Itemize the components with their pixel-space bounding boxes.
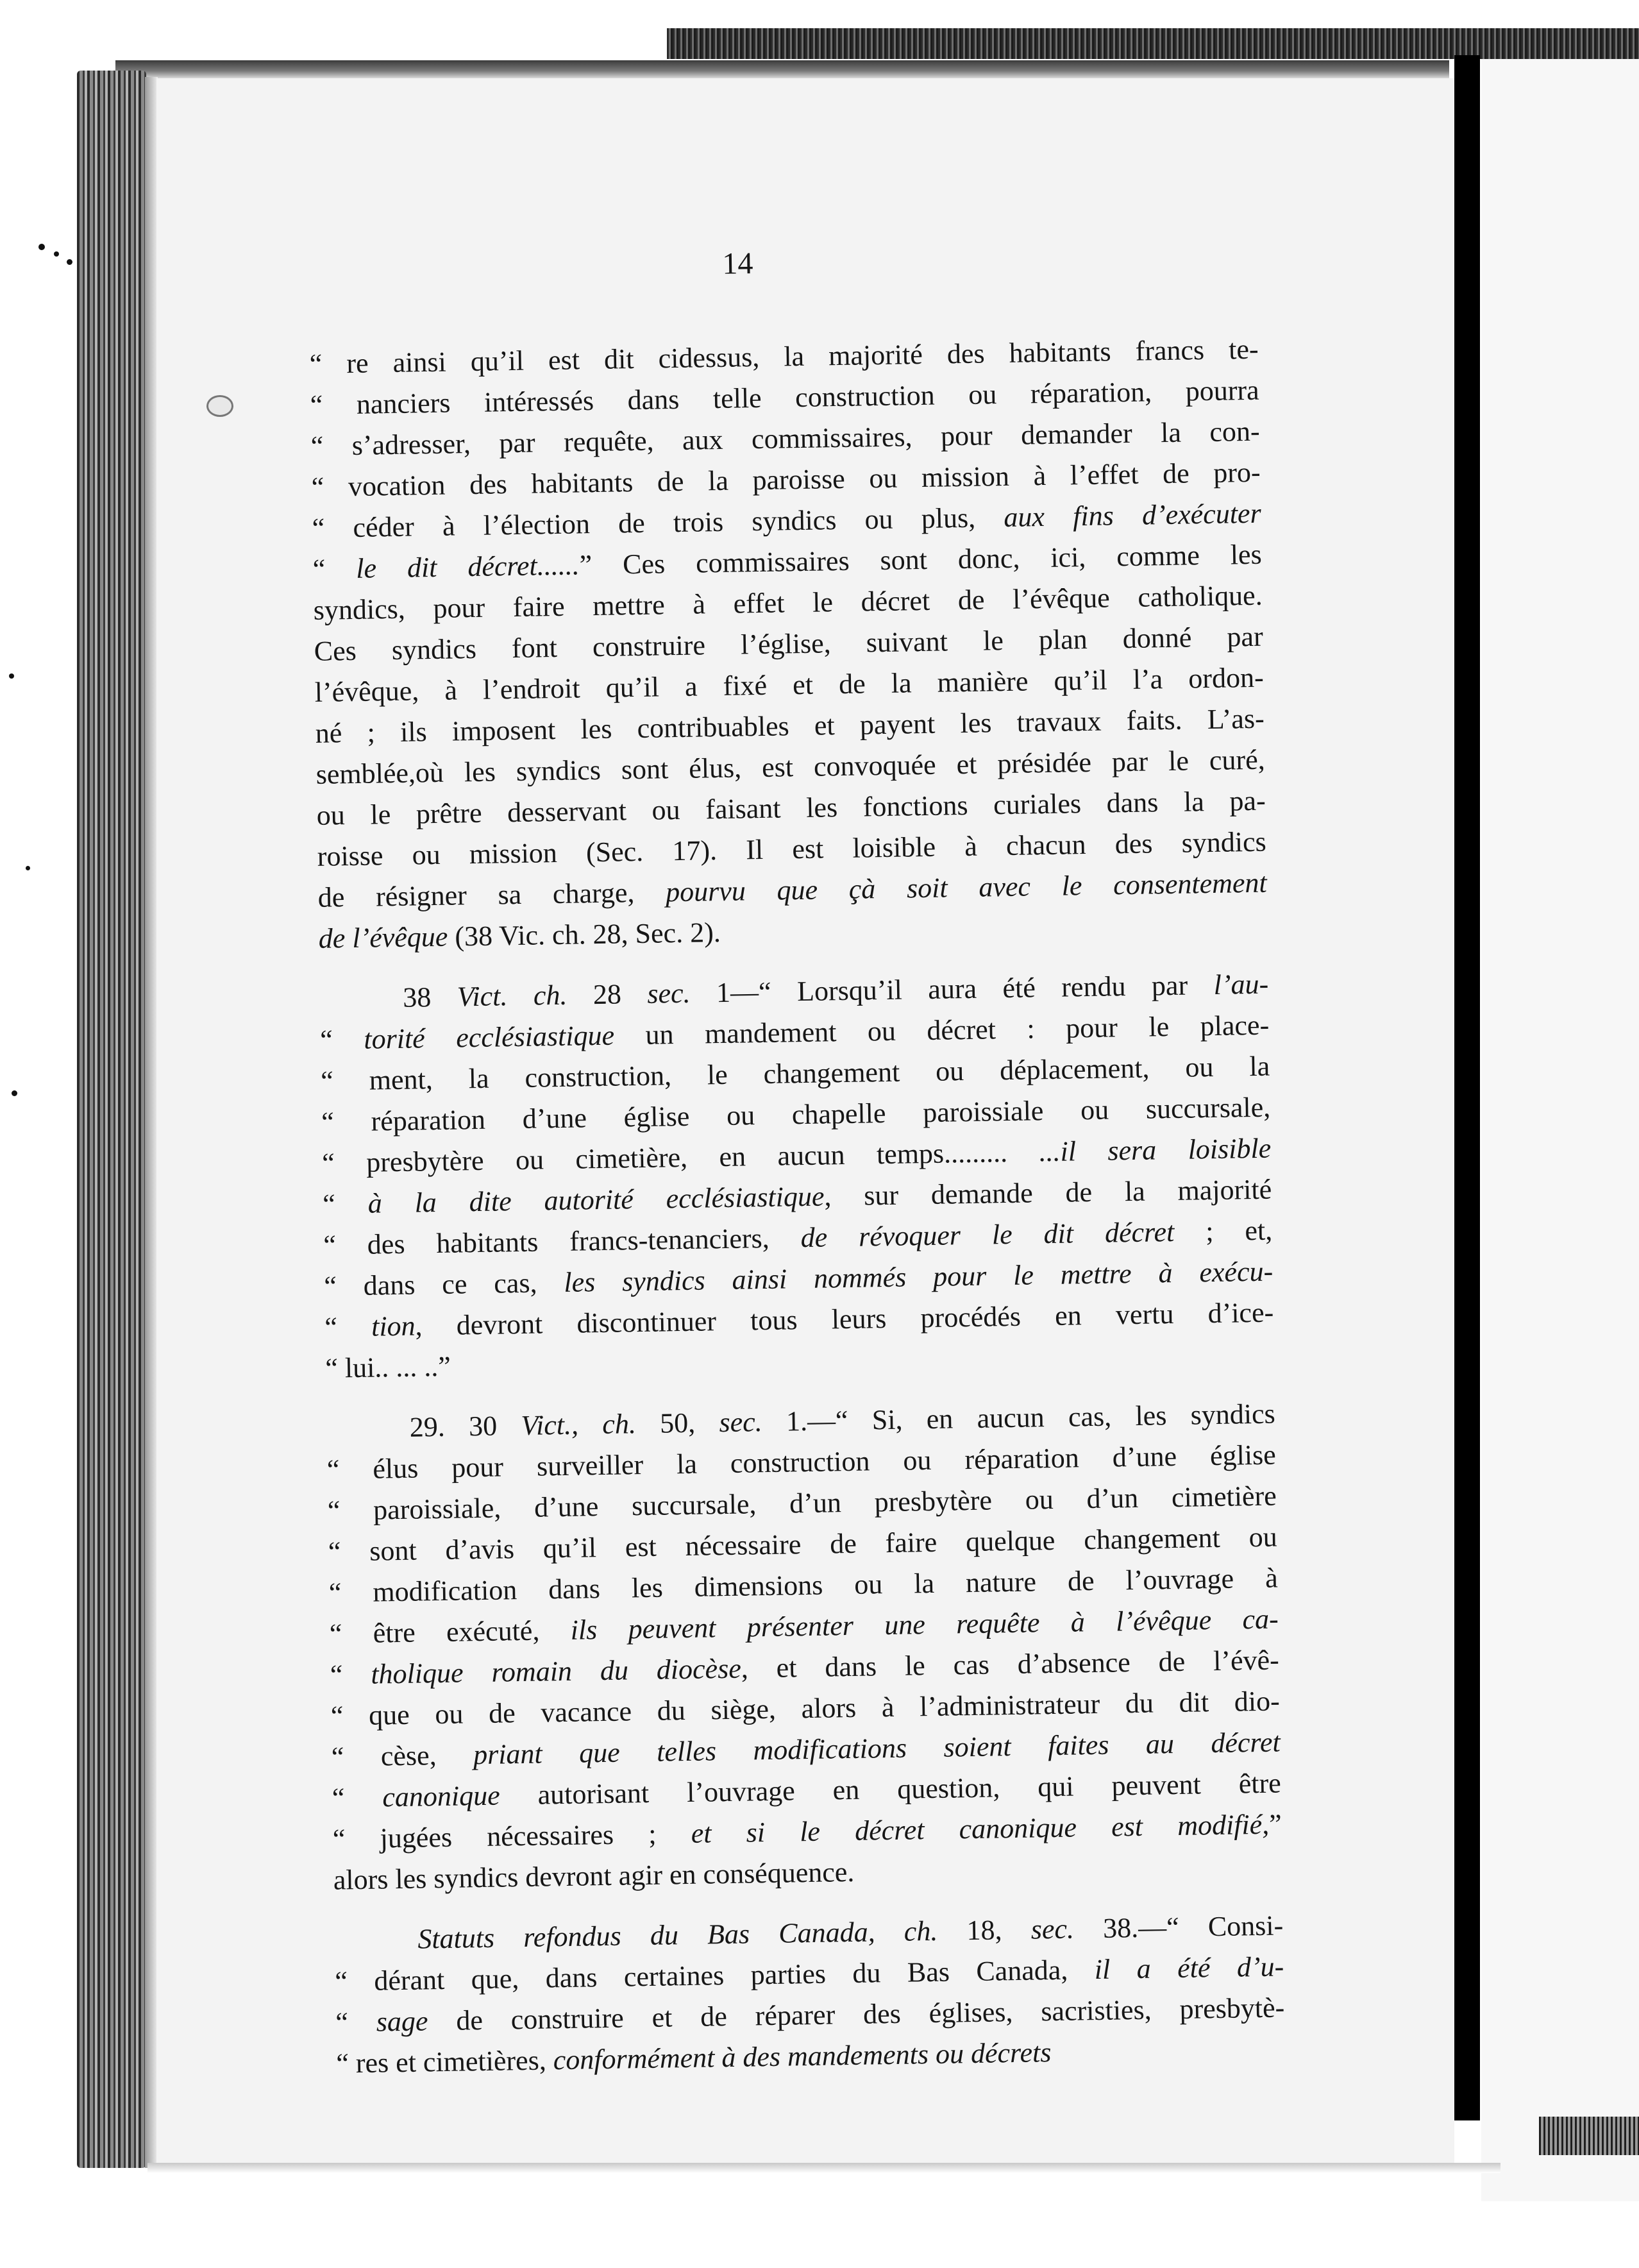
text-run: 28 [567, 977, 648, 1011]
text-run: ou le prêtre desservant ou faisant les fonctions curiales dans la pa- [316, 784, 1266, 831]
italic-text: Vict. ch. [457, 979, 567, 1013]
text-block [308, 237, 1286, 2085]
italic-text: Statuts refondus du Bas Canada, ch. [417, 1915, 938, 1955]
text-run: , devront discontinuer tous leurs procédés en vertu d’ice- [415, 1296, 1274, 1342]
text-run: Ces syndics font construire l’église, suivant le plan donné par [314, 620, 1263, 667]
text-run: de résigner sa charge, [317, 876, 666, 913]
text-run: “ jugées nécessaires ; [332, 1817, 692, 1855]
italic-text: torité ecclésiastique [364, 1019, 615, 1055]
text-run: autorisant l’ouvrage en question, qui peuvent être [500, 1767, 1282, 1811]
dust-speck [12, 1090, 17, 1096]
italic-text: sec. [719, 1406, 763, 1439]
paragraphs [309, 329, 1285, 2085]
italic-text: tholique romain du diocèse [370, 1652, 742, 1690]
text-run: roisse ou mission (Sec. 17). Il est loisible à chacun des syndics [317, 825, 1267, 872]
italic-text: sec. [1030, 1913, 1075, 1945]
text-run: ” [1268, 1808, 1282, 1840]
text-run: ” Ces commissaires sont donc, ici, comme les [579, 538, 1263, 581]
italic-text: à la dite autorité ecclésiastique [367, 1180, 825, 1219]
text-run: 29. 30 [409, 1410, 521, 1443]
text-run: un mandement ou décret : pour le place- [614, 1009, 1270, 1051]
text-run: né ; ils imposent les contribuables et payent les travaux faits. L’as- [315, 702, 1265, 749]
text-run: “ presbytère ou cimetière, en aucun temps......... [321, 1136, 1039, 1179]
italic-text: l’au- [1213, 968, 1269, 1001]
text-run: “ res et cimetières, [335, 2044, 554, 2079]
text-run: “ vocation des habitants de la paroisse ou mission à l’effet de pro- [311, 456, 1261, 503]
italic-text: pourvu que çà soit avec le consentement [665, 867, 1268, 908]
dust-speck [67, 259, 72, 265]
text-run: “ [319, 1023, 364, 1056]
text-run: ; et, [1173, 1214, 1273, 1248]
paper-hole-mark [206, 395, 233, 417]
italic-text: sage [376, 2005, 428, 2038]
text-run: 38.—“ Consi- [1073, 1909, 1284, 1945]
text-run: 50, [635, 1407, 719, 1440]
text-run: “ [330, 1658, 371, 1691]
dust-speck [26, 866, 30, 870]
text-run: “ réparation d’une église ou chapelle paroissiale ou succursale, [321, 1091, 1271, 1138]
text-run: “ re ainsi qu’il est dit cidessus, la majorité des habitants francs te- [309, 333, 1259, 380]
text-run: 18, [937, 1913, 1032, 1947]
text-run: 38 [402, 981, 458, 1013]
text-run: syndics, pour faire mettre à effet le décret de l’évêque catholique. [313, 579, 1263, 626]
italic-text: les syndics ainsi nommés pour le mettre à exécu- [563, 1255, 1273, 1298]
text-run: “ [312, 552, 357, 585]
text-run: “ modification dans les dimensions ou la nature de l’ouvrage à [328, 1562, 1279, 1609]
text-run: “ des habitants francs-tenanciers, [323, 1222, 802, 1261]
paragraph [334, 1905, 1286, 2084]
italic-text: il a été d’u- [1094, 1951, 1284, 1986]
italic-text: aux fins d’exécuter [1004, 497, 1261, 533]
text-run: “ s’adresser, par requête, aux commissaires, pour demander la con- [310, 415, 1260, 462]
italic-text: ils peuvent présenter une requête à l’évêque ca- [570, 1603, 1279, 1646]
bottom-page-edge [147, 2163, 1500, 2173]
text-run: “ cèse, [331, 1739, 474, 1773]
left-page-shadow [145, 77, 158, 2168]
adjacent-page [1481, 59, 1639, 2201]
text-run: “ [335, 2006, 377, 2038]
text-run: (38 Vic. ch. 28, Sec. 2). [447, 917, 721, 952]
paragraph [309, 329, 1268, 960]
italic-text: canonique [382, 1779, 501, 1813]
text-run: “ être exécuté, [329, 1614, 571, 1650]
top-page-edge [667, 28, 1639, 59]
text-run: “ [322, 1187, 369, 1220]
dust-speck [54, 251, 59, 257]
paragraph [326, 1394, 1282, 1901]
text-run: “ ment, la construction, le changement ou déplacement, ou la [320, 1050, 1270, 1097]
text-run: “ paroissiale, d’une succursale, d’un presbytère ou d’un cimetière [327, 1480, 1277, 1527]
text-run: , sur demande de la majorité [824, 1173, 1272, 1212]
text-run: , et dans le cas d’absence de l’évê- [741, 1644, 1280, 1684]
italic-text: sec. [647, 977, 691, 1010]
page-number: 14 [721, 246, 753, 281]
left-page-stack [77, 71, 146, 2168]
text-run: “ lui.. ... ..” [324, 1350, 451, 1384]
text-run: de construire et de réparer des églises, sacristies, presbytè- [428, 1992, 1285, 2037]
text-run: “ élus pour surveiller la construction ou réparation d’une église [326, 1439, 1277, 1485]
italic-text: le dit décret...... [355, 549, 580, 584]
dust-speck [38, 244, 45, 250]
text-run: “ dérant que, dans certaines parties du Bas Canada, [334, 1954, 1095, 1997]
text-run: 1—“ Lorsqu’il aura été rendu par [690, 969, 1215, 1009]
italic-text: de révoquer le dit décret [800, 1215, 1175, 1254]
text-run: 1.—“ Si, en aucun cas, les syndics [762, 1398, 1276, 1438]
italic-text: tion [371, 1310, 416, 1342]
italic-text: priant que telles modifications soient faites au décret [473, 1726, 1281, 1771]
text-run: “ sont d’avis qu’il est nécessaire de faire quelque changement ou [328, 1521, 1278, 1568]
text-run: alors les syndics devront agir en conséquence. [333, 1856, 855, 1896]
top-edge-shadow [115, 60, 1449, 78]
text-run: “ [324, 1310, 372, 1343]
italic-text: Vict., ch. [521, 1408, 637, 1442]
text-run: “ nanciers intéressés dans telle construction ou réparation, pourra [310, 374, 1259, 421]
italic-text: de l’évêque [318, 920, 448, 954]
binding-gutter [1454, 55, 1480, 2120]
italic-text: ...il sera loisible [1039, 1132, 1272, 1168]
italic-text: et si le décret canonique est modifié, [691, 1808, 1270, 1849]
right-edge-strip [1539, 2117, 1639, 2155]
text-run: “ [332, 1781, 383, 1814]
text-run: l’évêque, à l’endroit qu’il a fixé et de la manière qu’il l’a ordon- [314, 661, 1265, 708]
text-run: “ céder à l’élection de trois syndics ou plus, [312, 502, 1004, 544]
paragraph [319, 964, 1275, 1389]
text-run: “ que ou de vacance du siège, alors à l’administrateur du dit dio- [330, 1685, 1281, 1732]
text-run: semblée,où les syndics sont élus, est convoquée et présidée par le curé, [315, 743, 1266, 790]
dust-speck [9, 673, 14, 679]
italic-text: conformément à des mandements ou décrets [553, 2036, 1052, 2076]
text-run: “ dans ce cas, [323, 1266, 564, 1302]
